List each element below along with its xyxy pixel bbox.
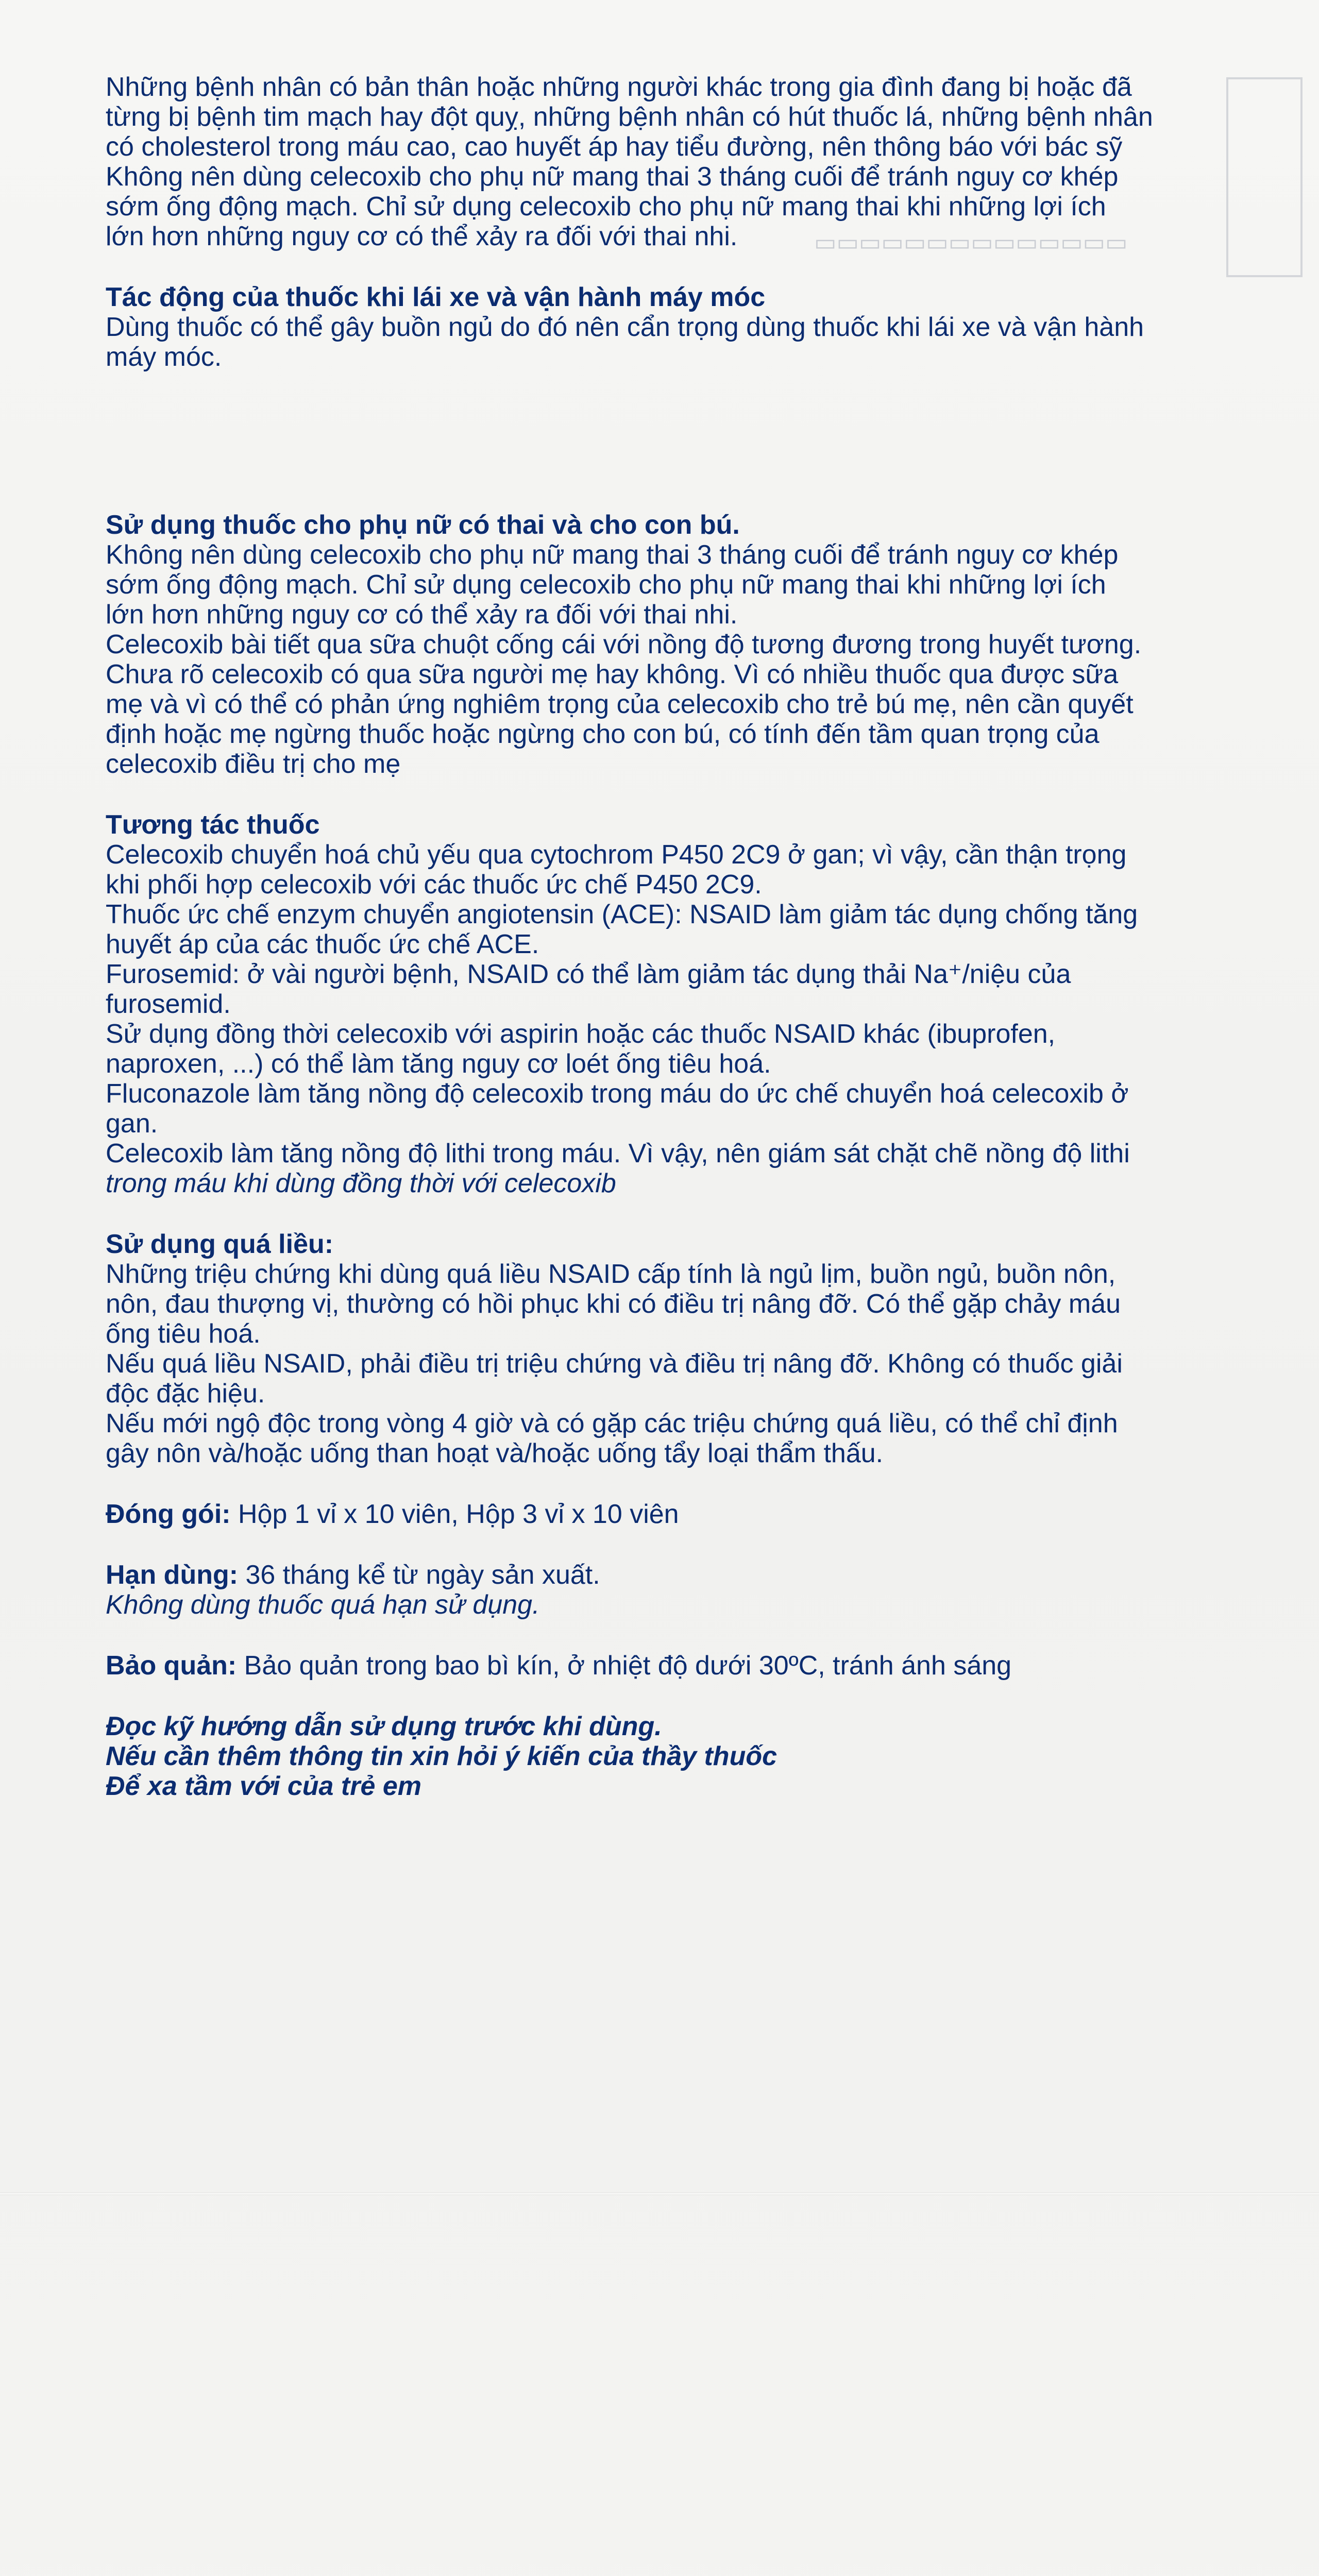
text-line: Những bệnh nhân có bản thân hoặc những người khác trong gia đình đang bị hoặc đã xyxy=(106,72,1132,102)
text-line: huyết áp của các thuốc ức chế ACE. xyxy=(106,929,539,959)
text-line: sớm ống động mạch. Chỉ sử dụng celecoxib cho phụ nữ mang thai khi những lợi ích xyxy=(106,192,1106,222)
paper-fold xyxy=(0,2192,1319,2195)
text-line: Chưa rõ celecoxib có qua sữa người mẹ hay không. Vì có nhiều thuốc qua được sữa xyxy=(106,659,1119,689)
text-line: máy móc. xyxy=(106,342,222,372)
section-interactions xyxy=(106,810,1188,1198)
expiry-info xyxy=(106,1560,1188,1620)
text-line: Furosemid: ở vài người bệnh, NSAID có thể làm giảm tác dụng thải Na⁺/niệu của xyxy=(106,959,1071,989)
section-heading: Sử dụng quá liều: xyxy=(106,1229,334,1259)
storage-info xyxy=(106,1651,1188,1681)
expiry-label: Hạn dùng: xyxy=(106,1560,239,1590)
warning-line: Để xa tầm với của trẻ em xyxy=(106,1771,421,1801)
warning-line: Đọc kỹ hướng dẫn sử dụng trước khi dùng. xyxy=(106,1711,662,1741)
section-overdose xyxy=(106,1229,1188,1468)
section-pregnancy xyxy=(106,510,1188,779)
text-line: có cholesterol trong máu cao, cao huyết áp hay tiểu đường, nên thông báo với bác sỹ xyxy=(106,132,1123,162)
text-line: khi phối hợp celecoxib với các thuốc ức chế P450 2C9. xyxy=(106,870,762,900)
text-line: nôn, đau thượng vị, thường có hồi phục khi có điều trị nâng đỡ. Có thể gặp chảy máu xyxy=(106,1289,1121,1319)
storage-value: Bảo quản trong bao bì kín, ở nhiệt độ dưới 30ºC, tránh ánh sáng xyxy=(236,1651,1012,1681)
text-line: Fluconazole làm tăng nồng độ celecoxib trong máu do ức chế chuyển hoá celecoxib ở xyxy=(106,1079,1129,1109)
text-line: furosemid. xyxy=(106,989,231,1019)
section-heading: Sử dụng thuốc cho phụ nữ có thai và cho con bú. xyxy=(106,510,740,540)
section-heading: Tác động của thuốc khi lái xe và vận hành máy móc xyxy=(106,282,766,312)
text-line: ống tiêu hoá. xyxy=(106,1319,261,1349)
text-line: độc đặc hiệu. xyxy=(106,1379,265,1409)
warnings-block xyxy=(106,1711,1188,1801)
expiry-value: 36 tháng kể từ ngày sản xuất. xyxy=(238,1560,600,1590)
text-line: lớn hơn những nguy cơ có thể xảy ra đối với thai nhi. xyxy=(106,222,738,251)
section-cardio-warning xyxy=(106,72,1188,251)
text-line: Sử dụng đồng thời celecoxib với aspirin hoặc các thuốc NSAID khác (ibuprofen, xyxy=(106,1019,1056,1049)
text-line: Celecoxib chuyển hoá chủ yếu qua cytochrom P450 2C9 ở gan; vì vậy, cần thận trọng xyxy=(106,840,1127,870)
packaging-value: Hộp 1 vỉ x 10 viên, Hộp 3 vỉ x 10 viên xyxy=(230,1499,679,1529)
packaging-label: Đóng gói: xyxy=(106,1499,231,1529)
text-line: celecoxib điều trị cho mẹ xyxy=(106,749,401,779)
text-line: Celecoxib bài tiết qua sữa chuột cống cái với nồng độ tương đương trong huyết tương. xyxy=(106,630,1142,659)
text-line: Không nên dùng celecoxib cho phụ nữ mang thai 3 tháng cuối để tránh nguy cơ khép xyxy=(106,540,1119,570)
text-line: mẹ và vì có thể có phản ứng nghiêm trọng của celecoxib cho trẻ bú mẹ, nên cần quyết xyxy=(106,689,1134,719)
section-driving xyxy=(106,282,1188,372)
text-line: Không nên dùng celecoxib cho phụ nữ mang thai 3 tháng cuối để tránh nguy cơ khép xyxy=(106,162,1119,192)
text-line: Thuốc ức chế enzym chuyển angiotensin (ACE): NSAID làm giảm tác dụng chống tăng xyxy=(106,900,1138,929)
text-line: Những triệu chứng khi dùng quá liều NSAID cấp tính là ngủ lịm, buồn ngủ, buồn nôn, xyxy=(106,1259,1116,1289)
text-line: sớm ống động mạch. Chỉ sử dụng celecoxib cho phụ nữ mang thai khi những lợi ích xyxy=(106,570,1106,600)
show-through-text: ▭▭▭▭▭▭▭▭▭▭▭▭▭▭ xyxy=(814,229,1128,256)
text-line: Nếu quá liều NSAID, phải điều trị triệu chứng và điều trị nâng đỡ. Không có thuốc giải xyxy=(106,1349,1123,1379)
text-line: naproxen, ...) có thể làm tăng nguy cơ loét ống tiêu hoá. xyxy=(106,1049,771,1079)
text-line: Nếu mới ngộ độc trong vòng 4 giờ và có gặp các triệu chứng quá liều, có thể chỉ định xyxy=(106,1409,1118,1438)
text-line: lớn hơn những nguy cơ có thể xảy ra đối với thai nhi. xyxy=(106,600,738,630)
text-line-italic: trong máu khi dùng đồng thời với celecoxib xyxy=(106,1168,616,1198)
leaflet-content xyxy=(106,72,1188,1801)
text-line: gan. xyxy=(106,1109,158,1139)
text-line: gây nôn và/hoặc uống than hoạt và/hoặc uống tẩy loại thẩm thấu. xyxy=(106,1438,884,1468)
text-line: Celecoxib làm tăng nồng độ lithi trong máu. Vì vậy, nên giám sát chặt chẽ nồng độ lithi xyxy=(106,1139,1130,1168)
text-line: từng bị bệnh tim mạch hay đột quỵ, những bệnh nhân có hút thuốc lá, những bệnh nhân xyxy=(106,102,1153,132)
section-heading: Tương tác thuốc xyxy=(106,810,320,840)
packaging-info xyxy=(106,1499,1188,1529)
expiry-note: Không dùng thuốc quá hạn sử dụng. xyxy=(106,1590,540,1620)
text-line: định hoặc mẹ ngừng thuốc hoặc ngừng cho con bú, có tính đến tầm quan trọng của xyxy=(106,719,1100,749)
warning-line: Nếu cần thêm thông tin xin hỏi ý kiến của thầy thuốc xyxy=(106,1741,777,1771)
storage-label: Bảo quản: xyxy=(106,1651,237,1681)
text-line: Dùng thuốc có thể gây buồn ngủ do đó nên cẩn trọng dùng thuốc khi lái xe và vận hành xyxy=(106,312,1144,342)
